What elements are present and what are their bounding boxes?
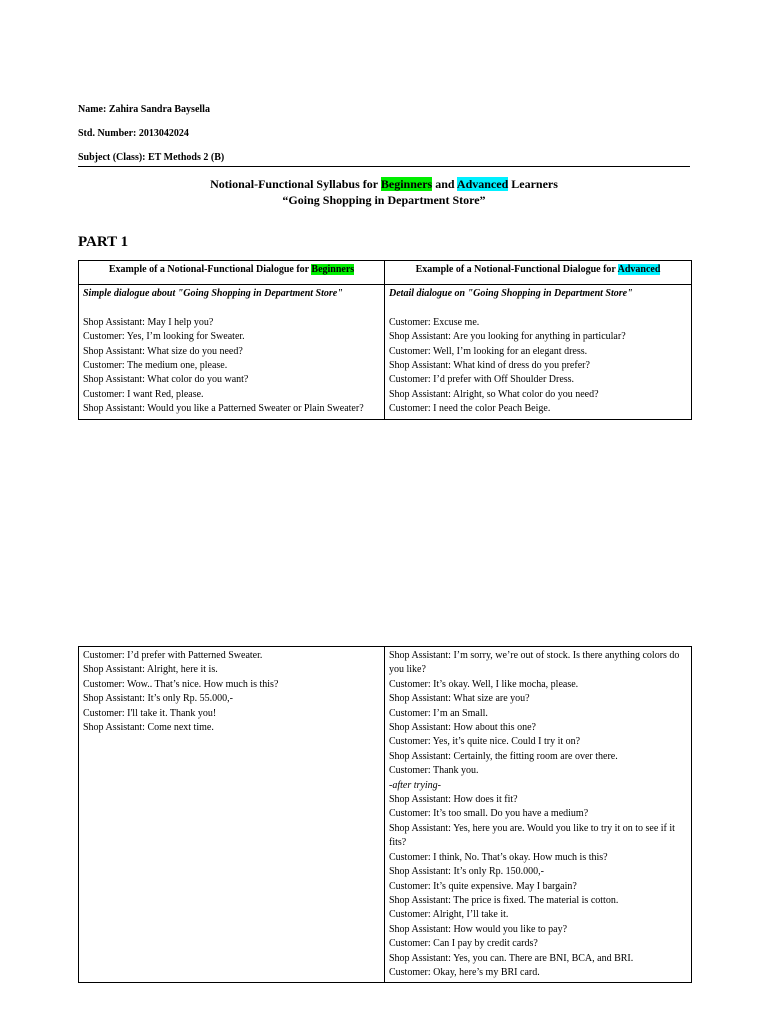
dialogue-line: Customer: Thank you. — [389, 765, 479, 777]
advanced-dialogue-cell — [385, 285, 692, 420]
title-suffix: Learners — [508, 177, 558, 191]
dialogue-line: Shop Assistant: I’m sorry, we’re out of stock. Is there anything colors do you like? — [389, 650, 680, 676]
dialogue-line: Customer: I want Red, please. — [83, 388, 204, 400]
dialogue-line: Shop Assistant: Alright, so What color do you need? — [389, 388, 599, 400]
dialogue-line: Customer: I’d prefer with Off Shoulder Dress. — [389, 374, 575, 386]
dialogue-line: Customer: It’s too small. Do you have a medium? — [389, 808, 589, 820]
dialogue-line: Customer: Alright, I’ll take it. — [389, 909, 509, 921]
dialogue-line: Shop Assistant: May I help you? — [83, 316, 214, 328]
dialogue-line: Shop Assistant: Yes, here you are. Would you like to try it on to see if it fits? — [389, 822, 675, 849]
dialogue-line: Customer: Okay, here’s my BRI card. — [389, 966, 540, 978]
dialogue-line: Customer: I’d prefer with Patterned Sweater. — [83, 650, 263, 661]
dialogue-line: Shop Assistant: Yes, you can. There are BNI, BCA, and BRI. — [389, 952, 634, 964]
dialogue-line: Customer: Excuse me. — [389, 316, 480, 328]
title-prefix: Notional-Functional Syllabus for — [210, 177, 381, 191]
beginners-subtitle: Simple dialogue about "Going Shopping in Department Store" — [83, 288, 343, 299]
beginners-dialogue-cell — [79, 285, 385, 420]
dialogue-line: Shop Assistant: How about this one? — [389, 722, 536, 734]
dialogue-line: Customer: Yes, I’m looking for Sweater. — [83, 331, 245, 343]
beginners-dialogue-continued — [79, 647, 385, 983]
dialogue-table-2 — [78, 646, 692, 983]
header-divider — [78, 166, 690, 167]
dialogue-line: Customer: Can I pay by credit cards? — [389, 938, 538, 950]
dialogue-line: Customer: Wow.. That’s nice. How much is this? — [83, 678, 279, 690]
dialogue-line: Customer: Well, I’m looking for an elegant dress. — [389, 345, 588, 357]
dialogue-line: Shop Assistant: Alright, here it is. — [83, 664, 218, 676]
dialogue-line: Customer: The medium one, please. — [83, 360, 228, 372]
beginners-header — [79, 261, 385, 285]
dialogue-line: Customer: Yes, it’s quite nice. Could I try it on? — [389, 736, 581, 748]
dialogue-line: Shop Assistant: What kind of dress do you prefer? — [389, 360, 590, 372]
dialogue-stage-direction: -after trying- — [389, 779, 441, 791]
table-body-row — [79, 647, 692, 983]
dialogue-line: Customer: I need the color Peach Beige. — [389, 403, 551, 415]
table-header-row — [79, 261, 692, 285]
student-name: Name: Zahira Sandra Baysella — [78, 104, 210, 115]
table-body-row — [79, 285, 692, 420]
advanced-dialogue-continued — [385, 647, 692, 983]
dialogue-line: Shop Assistant: How would you like to pay? — [389, 923, 568, 935]
beginners-header-highlight: Beginners — [311, 264, 355, 275]
student-number: Std. Number: 2013042024 — [78, 128, 189, 139]
dialogue-line: Customer: I’m an Small. — [389, 707, 488, 719]
dialogue-line: Shop Assistant: What color do you want? — [83, 374, 249, 386]
part-heading: PART 1 — [78, 234, 129, 250]
document-title — [78, 176, 690, 192]
title-middle: and — [432, 177, 457, 191]
advanced-header — [385, 261, 692, 285]
dialogue-line: Customer: I think, No. That’s okay. How much is this? — [389, 851, 608, 863]
title-beginners-highlight: Beginners — [380, 177, 433, 191]
title-advanced-highlight: Advanced — [456, 177, 509, 191]
advanced-subtitle: Detail dialogue on "Going Shopping in Department Store" — [389, 288, 633, 299]
dialogue-line: Shop Assistant: It’s only Rp. 150.000,- — [389, 866, 545, 878]
dialogue-table-1 — [78, 260, 692, 420]
dialogue-line: Shop Assistant: Certainly, the fitting room are over there. — [389, 750, 618, 762]
subject-class: Subject (Class): ET Methods 2 (B) — [78, 152, 225, 163]
dialogue-line: Shop Assistant: Are you looking for anything in particular? — [389, 331, 626, 343]
dialogue-line: Shop Assistant: It’s only Rp. 55.000,- — [83, 693, 234, 705]
dialogue-line: Shop Assistant: What size do you need? — [83, 345, 243, 357]
dialogue-line: Customer: I'll take it. Thank you! — [83, 707, 217, 719]
document-subtitle: “Going Shopping in Department Store” — [282, 193, 486, 207]
dialogue-line: Customer: It’s okay. Well, I like mocha, please. — [389, 678, 579, 690]
dialogue-line: Shop Assistant: Would you like a Patterned Sweater or Plain Sweater? — [83, 403, 364, 415]
dialogue-line: Customer: It’s quite expensive. May I bargain? — [389, 880, 577, 892]
dialogue-line: Shop Assistant: The price is fixed. The material is cotton. — [389, 894, 619, 906]
dialogue-line: Shop Assistant: What size are you? — [389, 693, 530, 705]
advanced-header-highlight: Advanced — [617, 264, 661, 275]
advanced-header-text: Example of a Notional-Functional Dialogue for — [415, 264, 618, 275]
dialogue-line: Shop Assistant: Come next time. — [83, 722, 214, 734]
beginners-header-text: Example of a Notional-Functional Dialogue for — [108, 264, 312, 275]
dialogue-line: Shop Assistant: How does it fit? — [389, 794, 518, 806]
